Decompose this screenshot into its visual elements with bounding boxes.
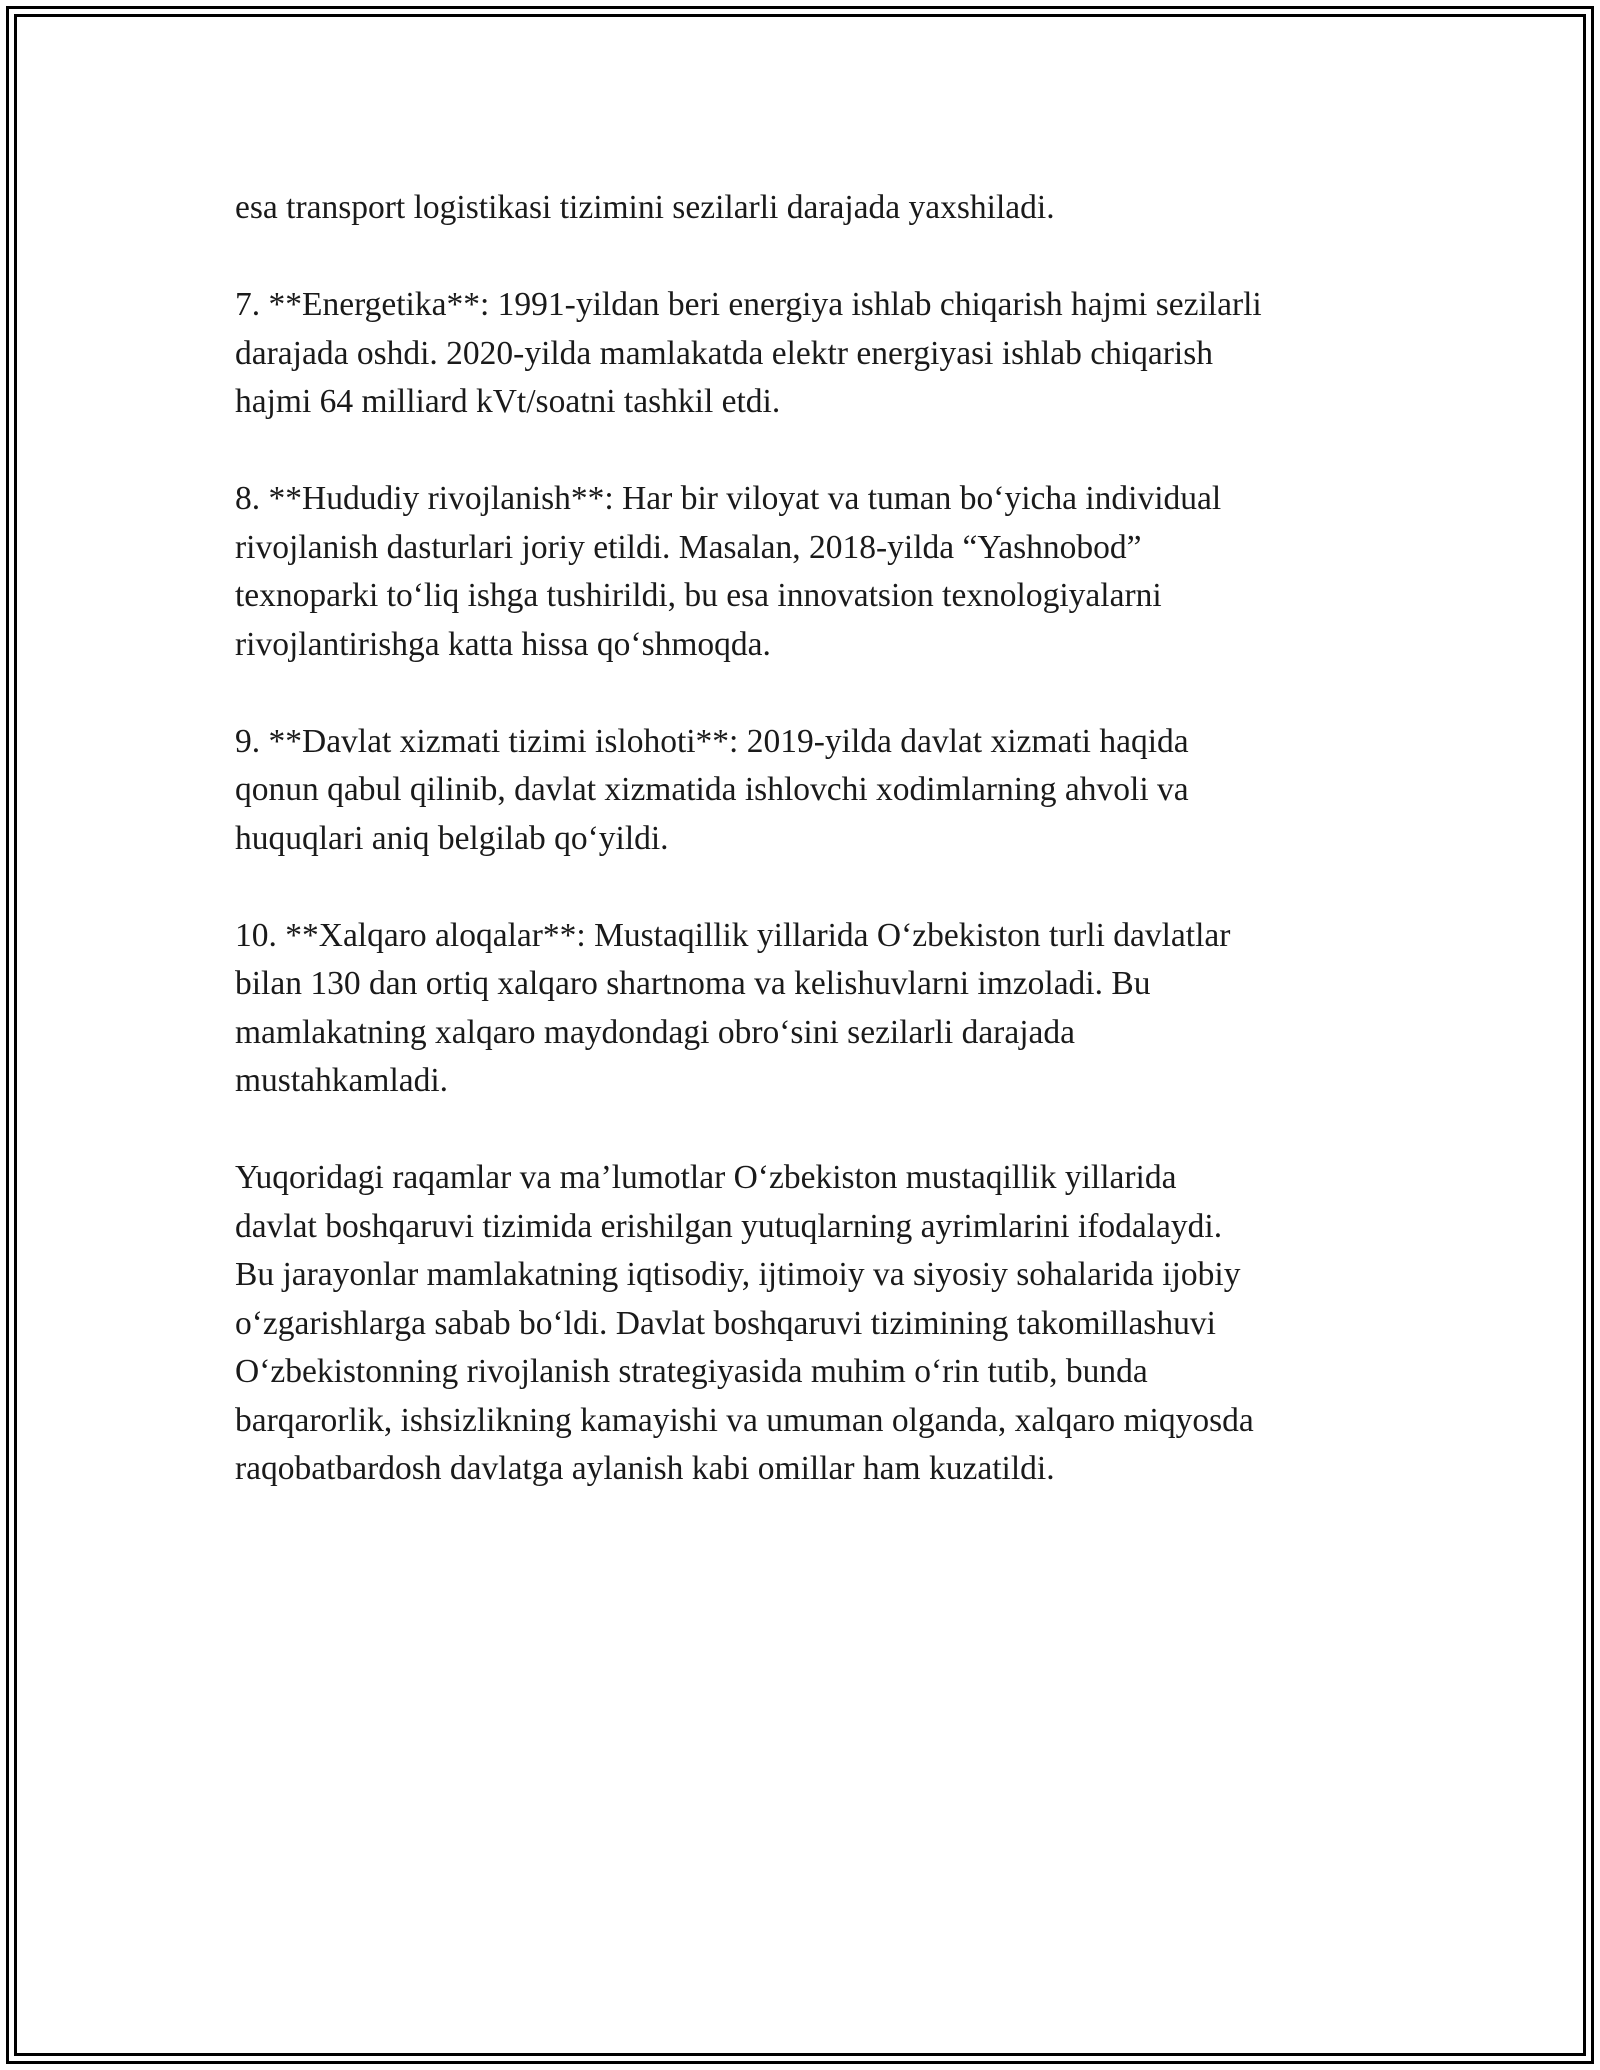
- paragraph-continuation: esa transport logistikasi tizimini sezilarli darajada yaxshiladi.: [235, 189, 1055, 226]
- paragraph-conclusion: Yuqoridagi raqamlar va ma’lumotlar O‘zbekiston mustaqillik yillarida davlat boshqaruvi tizimida erishilgan yutuqlarning ayrimlarini ifodalaydi. Bu jarayonlar mamlakatning iqtisodiy, ijtimoiy va siyosiy sohalarida ijobiy o‘zgarishlarga sabab bo‘ldi. Davlat boshqaruvi tizimining takomillashuvi O‘zbekistonning rivojlanish strategiyasida muhim o‘rin tutib, bunda barqarorlik, ishsizlikning kamayishi va umuman olganda, xalqaro miqyosda raqobatbardosh davlatga aylanish kabi omillar ham kuzatildi.: [235, 1159, 1254, 1487]
- paragraph-item-9-davlat-xizmati: 9. **Davlat xizmati tizimi islohoti**: 2019-yilda davlat xizmati haqida qonun qabul qilinib, davlat xizmatida ishlovchi xodimlarning ahvoli va huquqlari aniq belgilab qo‘yildi.: [235, 722, 1189, 857]
- paragraph-item-10-xalqaro-aloqalar: 10. **Xalqaro aloqalar**: Mustaqillik yillarida O‘zbekiston turli davlatlar bilan 130 dan ortiq xalqaro shartnoma va kelishuvlarni imzoladi. Bu mamlakatning xalqaro maydondagi obro‘sini sezilarli darajada mustahkamladi.: [235, 916, 1231, 1099]
- document-body: [235, 184, 1385, 1542]
- paragraph-item-7-energetika: 7. **Energetika**: 1991-yildan beri energiya ishlab chiqarish hajmi sezilarli darajada oshdi. 2020-yilda mamlakatda elektr energiyasi ishlab chiqarish hajmi 64 milliard kVt/soatni tashkil etdi.: [235, 286, 1262, 420]
- paragraph-item-8-hududiy-rivojlanish: 8. **Hududiy rivojlanish**: Har bir viloyat va tuman bo‘yicha individual rivojlanish dasturlari joriy etildi. Masalan, 2018-yilda “Yashnobod” texnoparki to‘liq ishga tushirildi, bu esa innovatsion texnologiyalarni rivojlantirishga katta hissa qo‘shmoqda.: [235, 480, 1222, 663]
